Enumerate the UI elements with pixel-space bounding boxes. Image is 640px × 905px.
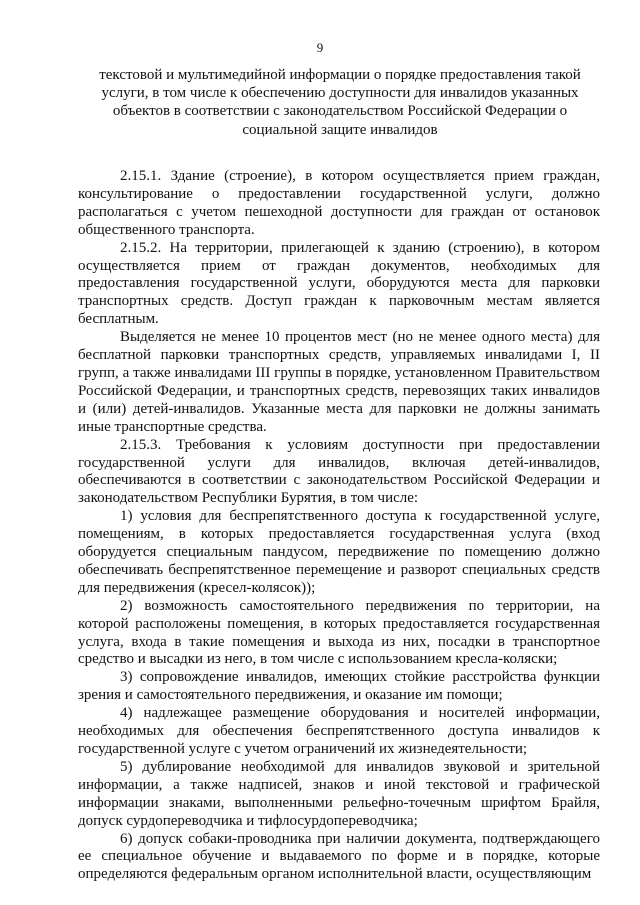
paragraph-2-15-2: 2.15.2. На территории, прилегающей к зданию (строению), в котором осуществляется прием от граждан документов, необходимых для предоставления государственной услуги, оборудуются места для парковки транспортных средств. Доступ граждан к парковочным местам является бесплатным. <box>78 239 600 328</box>
list-item-2: 2) возможность самостоятельного передвижения по территории, на которой расположены помещения, в которых предоставляется государственная услуга, входа в такие помещения и выхода из них, посадки в транспортное средство и высадки из него, в том числе с использованием кресла-коляски; <box>78 597 600 668</box>
page-number: 9 <box>316 40 324 55</box>
list-item-5: 5) дублирование необходимой для инвалидов звуковой и зрительной информации, а также надписей, знаков и иной текстовой и графической информации знаками, выполненными рельефно-точечным шрифтом Брайля, допуск сурдопереводчика и тифлосурдопереводчика; <box>78 758 600 829</box>
section-heading: текстовой и мультимедийной информации о порядке предоставления такой услуги, в том числе к обеспечению доступности для инвалидов указанных объектов в соответствии с законодательством Российской Федерации о социальной защите инвалидов <box>99 67 581 138</box>
list-item-4: 4) надлежащее размещение оборудования и носителей информации, необходимых для обеспечения беспрепятственного доступа инвалидов к государственной услуге с учетом ограничений их жизнедеятельности; <box>78 705 600 757</box>
document-body <box>78 168 600 884</box>
list-item-3: 3) сопровождение инвалидов, имеющих стойкие расстройства функции зрения и самостоятельного передвижения, и оказание им помощи; <box>78 669 600 704</box>
paragraph-2-15-3: 2.15.3. Требования к условиям доступности при предоставлении государственной услуги для инвалидов, включая детей-инвалидов, обеспечиваются в соответствии с законодательством Российской Федерации и законодательством Республики Бурятия, в том числе: <box>78 436 600 507</box>
paragraph-parking-quota: Выделяется не менее 10 процентов мест (но не менее одного места) для бесплатной парковки транспортных средств, управляемых инвалидами I, II групп, а также инвалидами III группы в порядке, установленном Правительством Российской Федерации, и транспортных средств, перевозящих таких инвалидов и (или) детей-инвалидов. Указанные места для парковки не должны занимать иные транспортные средства. <box>78 329 600 435</box>
paragraph-2-15-1: 2.15.1. Здание (строение), в котором осуществляется прием граждан, консультирование о предоставлении государственной услуги, должно располагаться с учетом пешеходной доступности для граждан от остановок общественного транспорта. <box>78 168 600 238</box>
list-item-1: 1) условия для беспрепятственного доступа к государственной услуге, помещениям, в которых предоставляется государственная услуга (вход оборудуется специальным пандусом, передвижение по помещению должно обеспечивать беспрепятственное перемещение и разворот специальных средств для передвижения (кресел-колясок)); <box>78 508 600 596</box>
list-item-6: 6) допуск собаки-проводника при наличии документа, подтверждающего ее специальное обучение и выдаваемого по форме и в порядке, которые определяются федеральным органом исполнительной власти, осуществляющим <box>78 830 600 883</box>
